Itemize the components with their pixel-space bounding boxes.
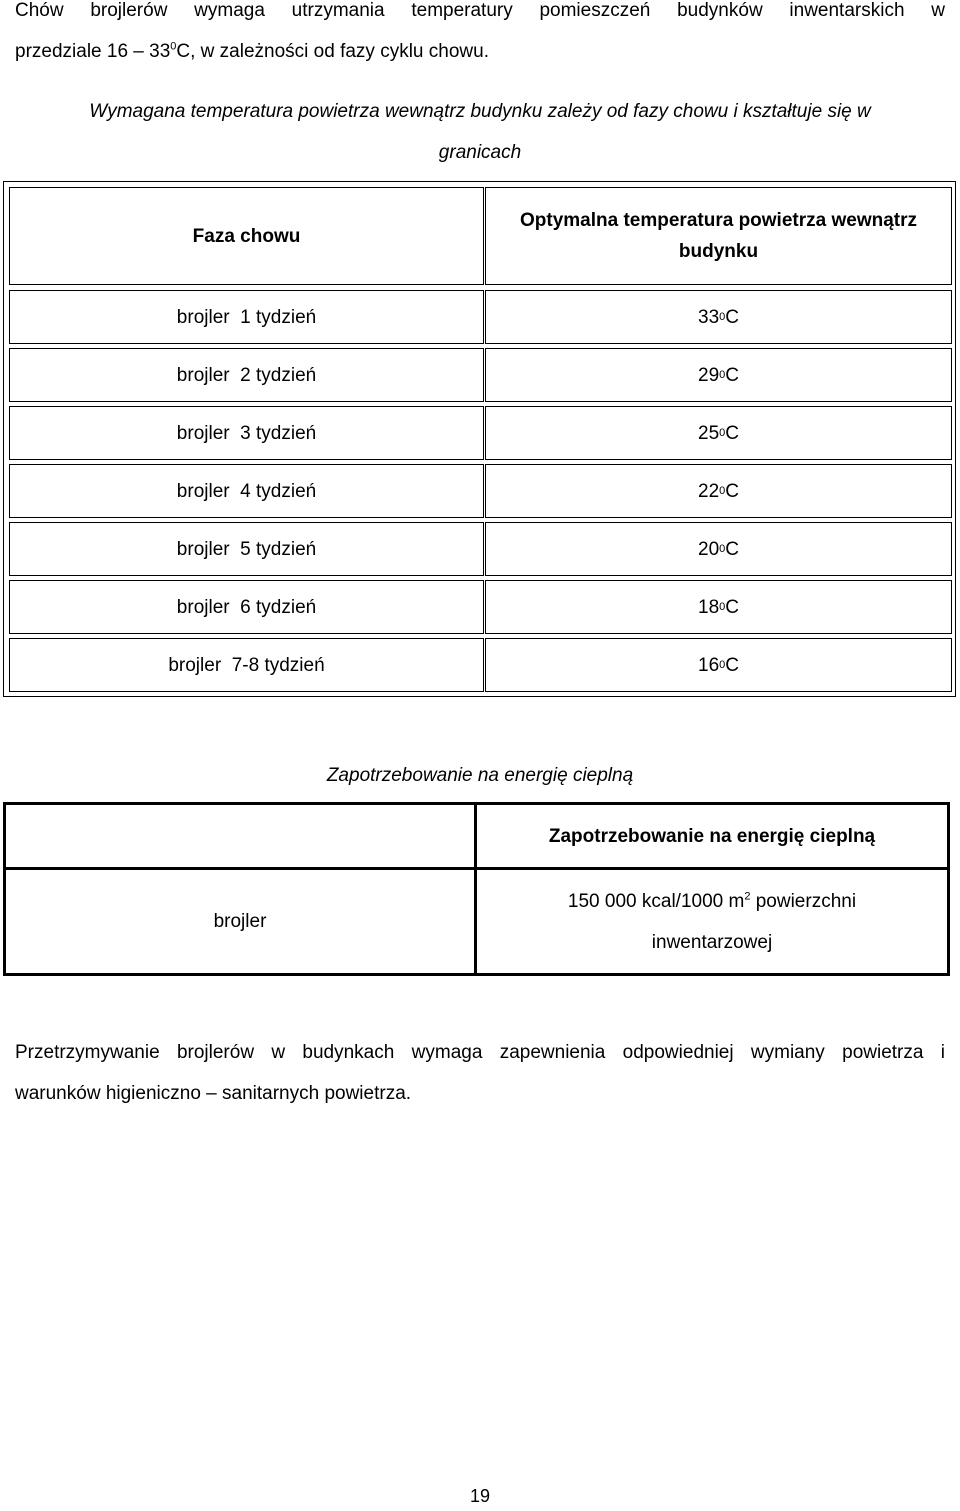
temperature-unit: C xyxy=(725,422,739,444)
header-temperature xyxy=(485,187,952,285)
energy-amount-suffix: powierzchni xyxy=(750,890,857,912)
temperature-table xyxy=(3,181,956,697)
temperature-unit: C xyxy=(725,538,739,560)
row-phase: brojler 6 tydzień xyxy=(9,580,484,634)
row-temperature: 16 0 C xyxy=(485,638,952,692)
outro-line-2: warunków higieniczno – sanitarnych powietrza. xyxy=(15,1083,412,1104)
row-phase: brojler 3 tydzień xyxy=(9,406,484,460)
temperature-value: 33 xyxy=(698,306,720,328)
temperature-value: 16 xyxy=(698,654,720,676)
table1-caption xyxy=(0,91,960,173)
temperature-unit: C xyxy=(725,654,739,676)
intro-range: przedziale 16 – 33 xyxy=(15,41,171,62)
energy-row-label: brojler xyxy=(3,867,477,976)
temperature-unit: C xyxy=(725,596,739,618)
page-number: 19 xyxy=(469,1486,491,1506)
energy-table xyxy=(3,802,950,976)
temperature-value: 18 xyxy=(698,596,720,618)
energy-row-value xyxy=(474,867,950,976)
outro-paragraph xyxy=(15,1032,945,1114)
temperature-unit: C xyxy=(725,306,739,328)
energy-amount: 150 000 kcal/1000 m xyxy=(567,890,745,912)
square-sup: 2 xyxy=(744,890,751,903)
temperature-value: 20 xyxy=(698,538,720,560)
row-temperature: 22 0 C xyxy=(485,464,952,518)
row-temperature: 33 0 C xyxy=(485,290,952,344)
intro-line-2 xyxy=(15,31,945,72)
row-phase: brojler 2 tydzień xyxy=(9,348,484,402)
temperature-value: 25 xyxy=(698,422,720,444)
row-temperature: 29 0 C xyxy=(485,348,952,402)
degree-sup: 0 xyxy=(170,40,177,53)
row-temperature: 18 0 C xyxy=(485,580,952,634)
temperature-unit: C xyxy=(725,364,739,386)
intro-paragraph xyxy=(15,0,945,72)
energy-header-value: Zapotrzebowanie na energię cieplną xyxy=(474,802,950,870)
row-phase: brojler 4 tydzień xyxy=(9,464,484,518)
energy-value-line-1 xyxy=(568,881,856,922)
intro-line-1: Chów brojlerów wymaga utrzymania temperatury pomieszczeń budynków inwentarskich w xyxy=(15,0,945,21)
table2-caption: Zapotrzebowanie na energię cieplną xyxy=(326,765,634,786)
row-temperature: 20 0 C xyxy=(485,522,952,576)
row-phase: brojler 1 tydzień xyxy=(9,290,484,344)
table1-caption-line-2: granicach xyxy=(438,142,522,163)
energy-value-line-2: inwentarzowej xyxy=(651,931,773,953)
temperature-value: 29 xyxy=(698,364,720,386)
header-temperature-line-2: budynku xyxy=(678,241,759,262)
outro-line-1: Przetrzymywanie brojlerów w budynkach wymaga zapewnienia odpowiedniej wymiany powietrza i xyxy=(15,1042,945,1063)
row-temperature: 25 0 C xyxy=(485,406,952,460)
header-temperature-line-1: Optymalna temperatura powietrza wewnątrz xyxy=(520,210,917,231)
energy-header-empty xyxy=(3,802,477,870)
row-phase: brojler 7-8 tydzień xyxy=(9,638,484,692)
row-phase: brojler 5 tydzień xyxy=(9,522,484,576)
temperature-unit: C xyxy=(725,480,739,502)
header-phase: Faza chowu xyxy=(9,187,484,285)
temperature-value: 22 xyxy=(698,480,720,502)
table1-caption-line-1: Wymagana temperatura powietrza wewnątrz budynku zależy od fazy chowu i kształtuje się w xyxy=(89,101,871,122)
intro-range-end: C, w zależności od fazy cyklu chowu. xyxy=(176,41,489,62)
